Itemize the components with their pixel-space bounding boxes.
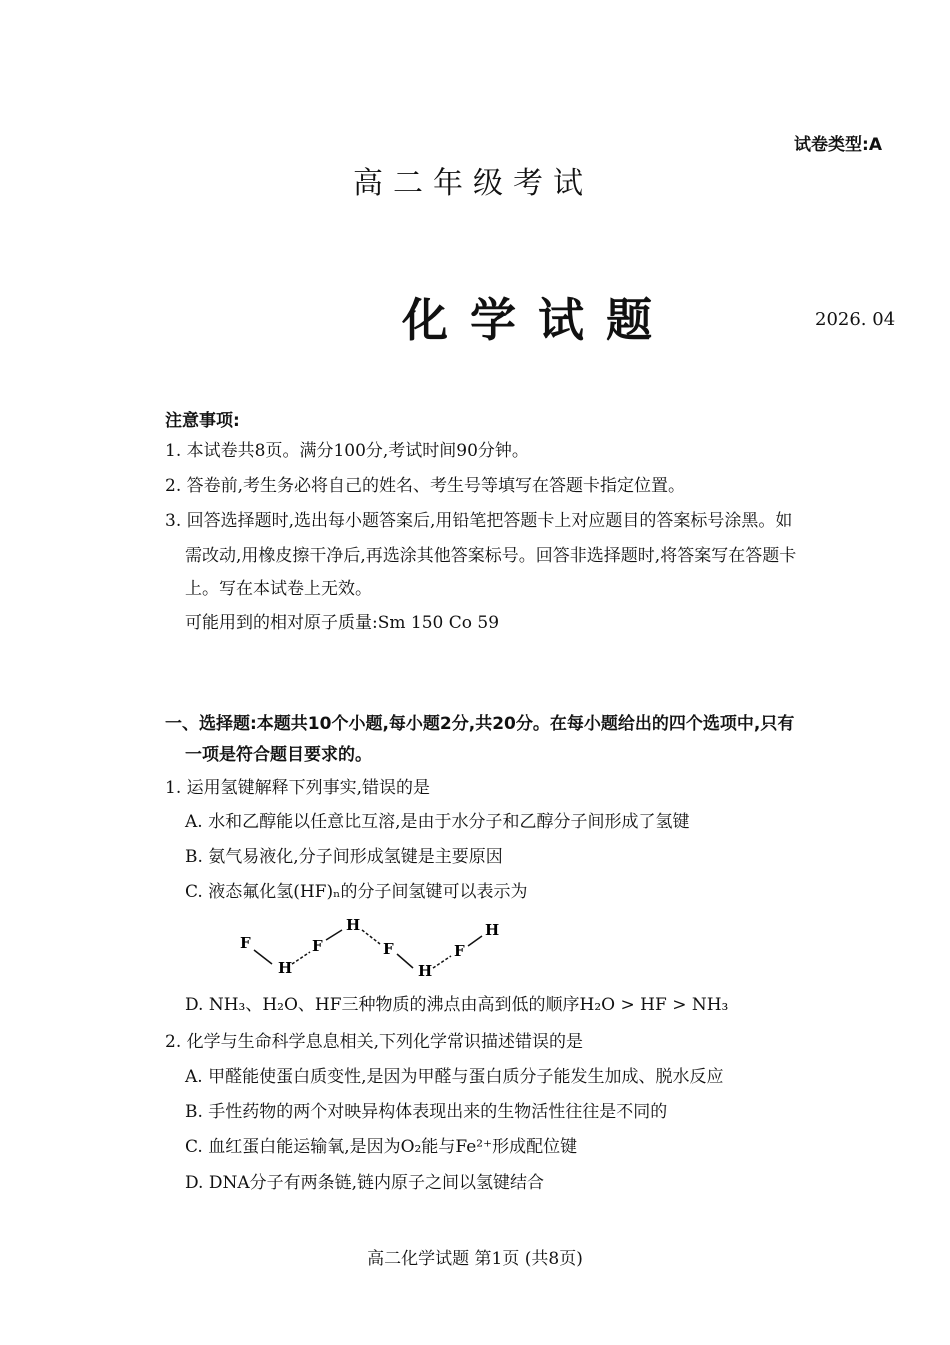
atom-f-4: F	[454, 942, 465, 960]
atom-h-4: H	[485, 921, 500, 939]
atom-h-1: H	[278, 959, 293, 977]
atom-h-2: H	[346, 916, 361, 934]
atom-f-1: F	[240, 934, 251, 952]
q2-stem: 2. 化学与生命科学息息相关,下列化学常识描述错误的是	[165, 1032, 584, 1052]
q2-option-a: A. 甲醛能使蛋白质变性,是因为甲醛与蛋白质分子能发生加成、脱水反应	[185, 1067, 724, 1087]
notice-item-3-cont: 需改动,用橡皮擦干净后,再选涂其他答案标号。回答非选择题时,将答案写在答题卡	[185, 546, 797, 566]
subject-title: 化学试题	[402, 293, 674, 347]
q2-option-c: C. 血红蛋白能运输氧,是因为O₂能与Fe²⁺形成配位键	[185, 1137, 578, 1157]
paper-type-label: 试卷类型:A	[794, 135, 882, 155]
notice-item-3-end: 上。写在本试卷上无效。	[185, 579, 372, 599]
notice-item-2: 2. 答卷前,考生务必将自己的姓名、考生号等填写在答题卡指定位置。	[165, 476, 686, 496]
q1-stem: 1. 运用氢键解释下列事实,错误的是	[165, 778, 431, 798]
section1-title: 一、选择题:本题共10个小题,每小题2分,共20分。在每小题给出的四个选项中,只有	[165, 714, 795, 734]
q2-option-d: D. DNA分子有两条链,链内原子之间以氢键结合	[185, 1173, 545, 1193]
atom-h-3: H	[418, 962, 433, 980]
notice-heading: 注意事项:	[165, 411, 240, 431]
q2-option-b: B. 手性药物的两个对映异构体表现出来的生物活性往往是不同的	[185, 1102, 668, 1122]
atomic-mass-line: 可能用到的相对原子质量:Sm 150 Co 59	[185, 613, 500, 633]
q1-option-d: D. NH₃、H₂O、HF三种物质的沸点由高到低的顺序H₂O > HF > NH₃	[185, 995, 729, 1015]
atom-f-3: F	[383, 940, 394, 958]
exam-date: 2026. 04	[815, 309, 896, 330]
atom-f-2: F	[312, 937, 323, 955]
exam-title: 高二年级考试	[353, 166, 593, 201]
hf-hydrogen-bond-diagram	[230, 910, 520, 985]
notice-item-1: 1. 本试卷共8页。满分100分,考试时间90分钟。	[165, 441, 529, 461]
page-footer: 高二化学试题 第1页 (共8页)	[367, 1249, 583, 1269]
q1-option-a: A. 水和乙醇能以任意比互溶,是由于水分子和乙醇分子间形成了氢键	[185, 812, 690, 832]
q1-option-b: B. 氨气易液化,分子间形成氢键是主要原因	[185, 847, 503, 867]
section1-title-cont: 一项是符合题目要求的。	[185, 745, 372, 765]
notice-item-3: 3. 回答选择题时,选出每小题答案后,用铅笔把答题卡上对应题目的答案标号涂黑。如	[165, 511, 793, 531]
q1-option-c: C. 液态氟化氢(HF)ₙ的分子间氢键可以表示为	[185, 882, 528, 902]
